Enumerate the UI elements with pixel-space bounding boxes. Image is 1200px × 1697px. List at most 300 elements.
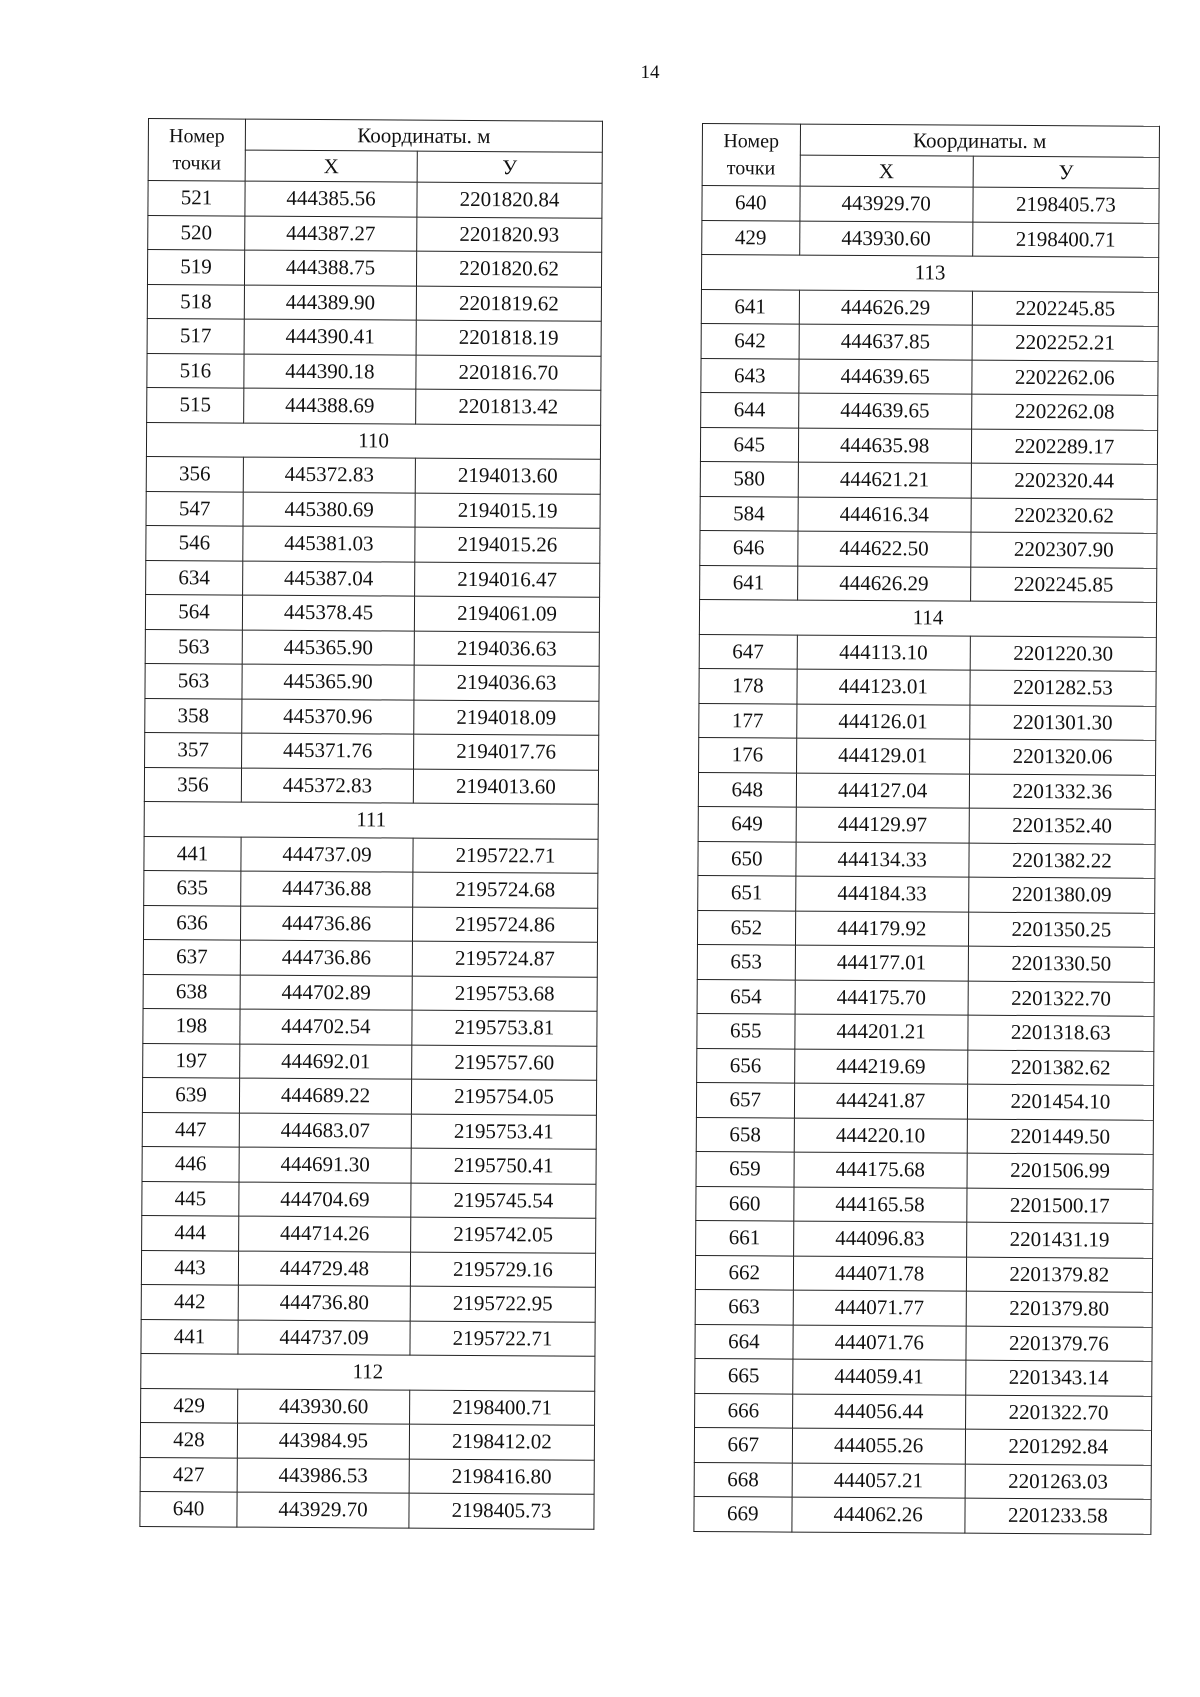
y-coordinate-cell: 2198400.71 — [972, 222, 1158, 258]
table-row — [146, 560, 600, 597]
table-body — [140, 181, 602, 1529]
y-coordinate-cell: 2202262.06 — [972, 360, 1158, 396]
x-coordinate-cell: 444387.27 — [245, 216, 417, 252]
table-row — [696, 1220, 1153, 1257]
x-coordinate-cell: 444639.65 — [798, 359, 971, 395]
y-coordinate-cell: 2201330.50 — [968, 946, 1154, 982]
point-number-cell: 642 — [701, 323, 799, 358]
x-coordinate-cell: 444057.21 — [792, 1463, 965, 1499]
y-coordinate-cell: 2198405.73 — [409, 1493, 594, 1529]
point-number-cell: 563 — [145, 663, 242, 698]
y-coordinate-cell: 2201322.70 — [968, 981, 1154, 1017]
x-coordinate-cell: 443930.60 — [238, 1389, 410, 1425]
y-coordinate-cell: 2202245.85 — [970, 567, 1156, 603]
table-row — [701, 323, 1158, 360]
x-coordinate-cell: 445378.45 — [242, 595, 414, 631]
table-row — [700, 530, 1157, 567]
x-coordinate-cell: 443986.53 — [237, 1458, 409, 1494]
x-coordinate-cell: 444635.98 — [798, 428, 971, 464]
point-number-cell: 198 — [143, 1008, 240, 1043]
point-number-cell: 653 — [697, 944, 795, 979]
table-row — [144, 836, 598, 873]
x-coordinate-cell: 444692.01 — [240, 1044, 412, 1080]
point-number-cell: 663 — [695, 1289, 793, 1324]
point-number-cell: 358 — [145, 698, 242, 733]
y-coordinate-cell: 2194013.60 — [413, 769, 598, 805]
x-coordinate-cell: 444123.01 — [797, 669, 970, 705]
point-number-cell: 635 — [144, 870, 241, 905]
point-number-cell: 356 — [146, 456, 243, 491]
x-coordinate-cell: 444388.69 — [244, 388, 416, 424]
x-coordinate-cell: 443930.60 — [799, 221, 972, 257]
x-coordinate-cell: 444689.22 — [239, 1078, 411, 1114]
point-number-cell: 547 — [146, 491, 243, 526]
x-coordinate-cell: 444702.54 — [240, 1009, 412, 1045]
point-number-cell: 664 — [695, 1324, 793, 1359]
point-number-cell: 446 — [142, 1146, 239, 1181]
coordinates-table-right — [693, 123, 1160, 1534]
section-row — [144, 801, 598, 838]
point-number-cell: 442 — [141, 1284, 238, 1319]
table-body — [694, 186, 1159, 1534]
y-coordinate-cell: 2201380.09 — [968, 877, 1154, 913]
table-row — [700, 565, 1157, 602]
table-row — [147, 387, 601, 424]
x-coordinate-cell: 444390.41 — [244, 319, 416, 355]
y-coordinate-cell: 2195753.68 — [412, 976, 597, 1012]
x-coordinate-cell: 443984.95 — [237, 1423, 409, 1459]
table-row — [695, 1289, 1152, 1326]
point-number-cell: 564 — [145, 594, 242, 629]
point-number-cell: 441 — [144, 836, 241, 871]
x-coordinate-cell: 444177.01 — [795, 945, 968, 981]
table-row — [141, 1319, 595, 1356]
point-number-cell: 519 — [147, 250, 244, 285]
table-row — [142, 1146, 596, 1183]
table-row — [140, 1457, 594, 1494]
y-coordinate-cell: 2201819.62 — [416, 286, 601, 322]
point-number-cell: 644 — [701, 392, 799, 427]
table-row — [694, 1496, 1151, 1533]
y-coordinate-cell: 2194061.09 — [414, 596, 599, 632]
y-coordinate-cell: 2201263.03 — [965, 1464, 1151, 1500]
y-coordinate-cell: 2195722.71 — [410, 1321, 595, 1357]
table-row — [697, 1013, 1154, 1050]
page-number: 14 — [640, 62, 660, 83]
table-row — [147, 250, 601, 287]
y-coordinate-cell: 2201332.36 — [969, 774, 1155, 810]
table-row — [145, 594, 599, 631]
x-coordinate-cell: 444736.86 — [240, 940, 412, 976]
point-number-cell: 639 — [142, 1077, 239, 1112]
y-coordinate-cell: 2195753.41 — [411, 1114, 596, 1150]
y-coordinate-cell: 2201379.80 — [966, 1291, 1152, 1327]
y-coordinate-cell: 2194036.63 — [414, 631, 599, 667]
point-number-cell: 638 — [143, 974, 240, 1009]
point-number-cell: 641 — [700, 565, 798, 600]
point-number-cell: 521 — [148, 181, 245, 216]
point-number-cell: 178 — [699, 668, 797, 703]
table-row — [702, 186, 1159, 223]
section-number: 111 — [144, 801, 598, 838]
y-coordinate-cell: 2202289.17 — [971, 429, 1157, 465]
point-number-cell: 666 — [695, 1393, 793, 1428]
section-number: 112 — [141, 1353, 595, 1390]
coordinates-table-left — [139, 118, 603, 1529]
point-number-cell: 654 — [697, 979, 795, 1014]
y-coordinate-cell: 2198405.73 — [973, 187, 1159, 223]
x-coordinate-cell: 445371.76 — [242, 733, 414, 769]
point-number-cell: 647 — [699, 634, 797, 669]
y-coordinate-cell: 2201292.84 — [965, 1429, 1151, 1465]
x-coordinate-cell: 444691.30 — [239, 1147, 411, 1183]
point-number-cell: 643 — [701, 358, 799, 393]
table-row — [146, 525, 600, 562]
x-coordinate-cell: 444126.01 — [796, 704, 969, 740]
table-row — [697, 910, 1154, 947]
section-number: 114 — [699, 599, 1156, 636]
table-row — [145, 629, 599, 666]
x-coordinate-cell: 444056.44 — [792, 1394, 965, 1430]
x-coordinate-cell: 444175.68 — [794, 1152, 967, 1188]
table-row — [699, 668, 1156, 705]
table-row — [144, 767, 598, 804]
point-number-cell: 650 — [698, 841, 796, 876]
table-row — [695, 1324, 1152, 1361]
table-row — [696, 1186, 1153, 1223]
x-coordinate-cell: 444714.26 — [239, 1216, 411, 1252]
y-coordinate-cell: 2194036.63 — [414, 665, 599, 701]
y-coordinate-cell: 2201818.19 — [416, 320, 601, 356]
table-row — [141, 1284, 595, 1321]
x-coordinate-cell: 445372.83 — [241, 768, 413, 804]
x-coordinate-cell: 444737.09 — [241, 837, 413, 873]
y-coordinate-cell: 2195753.81 — [412, 1010, 597, 1046]
point-number-cell: 640 — [140, 1491, 237, 1526]
y-coordinate-cell: 2194015.19 — [415, 493, 600, 529]
y-coordinate-cell: 2195722.71 — [413, 838, 598, 874]
table-row — [701, 289, 1158, 326]
point-number-cell: 517 — [147, 318, 244, 353]
table-row — [148, 181, 602, 218]
y-coordinate-cell: 2198400.71 — [410, 1390, 595, 1426]
point-number-cell: 645 — [700, 427, 798, 462]
point-number-cell: 429 — [702, 220, 800, 255]
y-coordinate-cell: 2195757.60 — [412, 1045, 597, 1081]
x-coordinate-cell: 444639.65 — [798, 393, 971, 429]
y-coordinate-cell: 2195724.86 — [412, 907, 597, 943]
table-row — [699, 737, 1156, 774]
x-coordinate-cell: 444736.86 — [240, 906, 412, 942]
x-coordinate-cell: 444071.78 — [793, 1256, 966, 1292]
x-coordinate-cell: 444055.26 — [792, 1428, 965, 1464]
x-coordinate-cell: 444201.21 — [794, 1014, 967, 1050]
y-coordinate-cell: 2195722.95 — [410, 1286, 595, 1322]
section-number: 110 — [146, 422, 600, 459]
table-row — [141, 1388, 595, 1425]
table-row — [698, 841, 1155, 878]
table-row — [699, 634, 1156, 671]
point-number-cell: 427 — [140, 1457, 237, 1492]
point-number-cell: 176 — [699, 737, 797, 772]
y-coordinate-cell: 2201820.93 — [417, 217, 602, 253]
x-coordinate-cell: 443929.70 — [237, 1492, 409, 1528]
table-row — [146, 491, 600, 528]
table-row — [143, 905, 597, 942]
x-coordinate-cell: 444704.69 — [239, 1182, 411, 1218]
table-row — [143, 1008, 597, 1045]
point-number-cell: 197 — [143, 1043, 240, 1078]
x-coordinate-cell: 444388.75 — [244, 250, 416, 286]
coordinates-header: Координаты. м — [245, 119, 602, 152]
x-header: X — [245, 150, 417, 182]
table-row — [143, 939, 597, 976]
point-number-cell: 584 — [700, 496, 798, 531]
table-row — [142, 1112, 596, 1149]
point-number-cell: 520 — [148, 215, 245, 250]
y-coordinate-cell: 2201318.63 — [968, 1015, 1154, 1051]
x-coordinate-cell: 444059.41 — [792, 1359, 965, 1395]
table-row — [146, 456, 600, 493]
table-row — [147, 284, 601, 321]
y-coordinate-cell: 2195724.68 — [413, 872, 598, 908]
table-row — [696, 1082, 1153, 1119]
y-coordinate-cell: 2201282.53 — [970, 670, 1156, 706]
table-row — [700, 496, 1157, 533]
y-coordinate-cell: 2201820.84 — [417, 182, 602, 218]
x-coordinate-cell: 444626.29 — [797, 566, 970, 602]
x-coordinate-cell: 444729.48 — [238, 1251, 410, 1287]
x-coordinate-cell: 444637.85 — [799, 324, 972, 360]
section-row — [701, 255, 1158, 292]
y-coordinate-cell: 2201343.14 — [965, 1360, 1151, 1396]
x-coordinate-cell: 444062.26 — [792, 1497, 965, 1533]
table-row — [695, 1255, 1152, 1292]
y-coordinate-cell: 2202252.21 — [972, 325, 1158, 361]
y-coordinate-cell: 2195742.05 — [411, 1217, 596, 1253]
x-coordinate-cell: 444175.70 — [795, 980, 968, 1016]
point-number-cell: 447 — [142, 1112, 239, 1147]
y-coordinate-cell: 2194013.60 — [415, 458, 600, 494]
x-coordinate-cell: 444129.97 — [796, 807, 969, 843]
x-coordinate-cell: 445387.04 — [243, 561, 415, 597]
point-number-cell: 563 — [145, 629, 242, 664]
table-row — [697, 1048, 1154, 1085]
y-coordinate-cell: 2201320.06 — [969, 739, 1155, 775]
table-row — [145, 663, 599, 700]
x-coordinate-cell: 445370.96 — [242, 699, 414, 735]
section-row — [146, 422, 600, 459]
y-coordinate-cell: 2201813.42 — [416, 389, 601, 425]
y-header: У — [417, 151, 602, 183]
x-coordinate-cell: 445365.90 — [242, 664, 414, 700]
x-coordinate-cell: 445381.03 — [243, 526, 415, 562]
point-number-cell: 662 — [695, 1255, 793, 1290]
point-number-cell: 546 — [146, 525, 243, 560]
point-number-cell: 444 — [142, 1215, 239, 1250]
x-coordinate-cell: 444219.69 — [794, 1049, 967, 1085]
x-coordinate-cell: 444134.33 — [796, 842, 969, 878]
y-coordinate-cell: 2202320.44 — [971, 463, 1157, 499]
x-coordinate-cell: 444071.77 — [793, 1290, 966, 1326]
table-row — [147, 318, 601, 355]
table-row — [145, 732, 599, 769]
point-number-cell: 356 — [144, 767, 241, 802]
y-coordinate-cell: 2195754.05 — [411, 1079, 596, 1115]
y-coordinate-cell: 2198412.02 — [409, 1424, 594, 1460]
point-number-cell: 428 — [140, 1422, 237, 1457]
x-coordinate-cell: 445365.90 — [242, 630, 414, 666]
y-coordinate-cell: 2201382.22 — [969, 843, 1155, 879]
table-row — [140, 1491, 594, 1528]
point-number-header: Номер точки — [148, 119, 245, 182]
y-coordinate-cell: 2194015.26 — [415, 527, 600, 563]
x-coordinate-cell: 444385.56 — [245, 181, 417, 217]
point-number-cell: 660 — [696, 1186, 794, 1221]
table-row — [142, 1181, 596, 1218]
x-coordinate-cell: 444220.10 — [794, 1118, 967, 1154]
y-coordinate-cell: 2201233.58 — [965, 1498, 1151, 1534]
x-coordinate-cell: 444241.87 — [794, 1083, 967, 1119]
point-number-cell: 515 — [147, 387, 244, 422]
x-coordinate-cell: 444737.09 — [238, 1320, 410, 1356]
y-coordinate-cell: 2201350.25 — [968, 912, 1154, 948]
point-number-cell: 651 — [698, 875, 796, 910]
table-row — [697, 979, 1154, 1016]
table-row — [147, 353, 601, 390]
table-row — [698, 806, 1155, 843]
y-coordinate-cell: 2202245.85 — [972, 291, 1158, 327]
point-number-cell: 518 — [147, 284, 244, 319]
y-coordinate-cell: 2201379.76 — [966, 1326, 1152, 1362]
point-number-cell: 669 — [694, 1496, 792, 1531]
point-number-header: Номер точки — [702, 124, 800, 187]
coordinates-header: Координаты. м — [800, 124, 1160, 157]
y-coordinate-cell: 2194018.09 — [414, 700, 599, 736]
y-coordinate-cell: 2198416.80 — [409, 1459, 594, 1495]
x-coordinate-cell: 444113.10 — [797, 635, 970, 671]
y-coordinate-cell: 2194017.76 — [414, 734, 599, 770]
table-row — [698, 875, 1155, 912]
x-coordinate-cell: 445380.69 — [243, 492, 415, 528]
x-coordinate-cell: 444389.90 — [244, 285, 416, 321]
table-row — [148, 215, 602, 252]
x-coordinate-cell: 444179.92 — [795, 911, 968, 947]
point-number-cell: 652 — [697, 910, 795, 945]
x-coordinate-cell: 444165.58 — [793, 1187, 966, 1223]
point-number-cell: 657 — [696, 1082, 794, 1117]
point-number-cell: 429 — [141, 1388, 238, 1423]
y-coordinate-cell: 2201820.62 — [416, 251, 601, 287]
y-coordinate-cell: 2201379.82 — [966, 1257, 1152, 1293]
y-coordinate-cell: 2201352.40 — [969, 808, 1155, 844]
point-number-cell: 659 — [696, 1151, 794, 1186]
table-row — [700, 461, 1157, 498]
y-coordinate-cell: 2202262.08 — [971, 394, 1157, 430]
table-row — [699, 703, 1156, 740]
x-coordinate-cell: 444736.88 — [241, 871, 413, 907]
x-coordinate-cell: 445372.83 — [243, 457, 415, 493]
point-number-cell: 667 — [694, 1427, 792, 1462]
point-number-cell: 656 — [697, 1048, 795, 1083]
table-row — [701, 358, 1158, 395]
x-header: X — [800, 155, 973, 187]
y-coordinate-cell: 2195745.54 — [411, 1183, 596, 1219]
y-coordinate-cell: 2195729.16 — [410, 1252, 595, 1288]
y-coordinate-cell: 2201301.30 — [969, 705, 1155, 741]
point-number-cell: 661 — [696, 1220, 794, 1255]
x-coordinate-cell: 444071.76 — [793, 1325, 966, 1361]
point-number-cell: 516 — [147, 353, 244, 388]
point-number-cell: 640 — [702, 186, 800, 221]
table-row — [696, 1151, 1153, 1188]
point-number-cell: 580 — [700, 461, 798, 496]
y-coordinate-cell: 2201500.17 — [967, 1188, 1153, 1224]
point-number-cell: 655 — [697, 1013, 795, 1048]
table-row — [698, 772, 1155, 809]
point-number-cell: 665 — [695, 1358, 793, 1393]
y-coordinate-cell: 2201449.50 — [967, 1119, 1153, 1155]
x-coordinate-cell: 444129.01 — [796, 738, 969, 774]
point-number-cell: 634 — [146, 560, 243, 595]
table-row — [697, 944, 1154, 981]
x-coordinate-cell: 444626.29 — [799, 290, 972, 326]
section-row — [699, 599, 1156, 636]
point-number-cell: 636 — [143, 905, 240, 940]
table-row — [694, 1427, 1151, 1464]
point-number-cell: 637 — [143, 939, 240, 974]
table-row — [145, 698, 599, 735]
point-number-cell: 658 — [696, 1117, 794, 1152]
point-number-cell: 649 — [698, 806, 796, 841]
x-coordinate-cell: 444616.34 — [798, 497, 971, 533]
table-row — [701, 392, 1158, 429]
y-coordinate-cell: 2201220.30 — [970, 636, 1156, 672]
y-coordinate-cell: 2201454.10 — [967, 1084, 1153, 1120]
y-coordinate-cell: 2195750.41 — [411, 1148, 596, 1184]
table-row — [695, 1393, 1152, 1430]
y-coordinate-cell: 2202307.90 — [971, 532, 1157, 568]
y-coordinate-cell: 2201322.70 — [965, 1395, 1151, 1431]
point-number-cell: 445 — [142, 1181, 239, 1216]
y-coordinate-cell: 2202320.62 — [971, 498, 1157, 534]
x-coordinate-cell: 444621.21 — [798, 462, 971, 498]
table-row — [695, 1358, 1152, 1395]
point-number-cell: 357 — [145, 732, 242, 767]
x-coordinate-cell: 444622.50 — [797, 531, 970, 567]
point-number-cell: 648 — [698, 772, 796, 807]
table-row — [141, 1250, 595, 1287]
point-number-cell: 441 — [141, 1319, 238, 1354]
point-number-cell: 177 — [699, 703, 797, 738]
table-row — [142, 1215, 596, 1252]
table-row — [702, 220, 1159, 257]
y-coordinate-cell: 2201431.19 — [966, 1222, 1152, 1258]
table-row — [143, 974, 597, 1011]
x-coordinate-cell: 444683.07 — [239, 1113, 411, 1149]
x-coordinate-cell: 444736.80 — [238, 1285, 410, 1321]
y-coordinate-cell: 2194016.47 — [415, 562, 600, 598]
table-row — [140, 1422, 594, 1459]
table-row — [696, 1117, 1153, 1154]
y-coordinate-cell: 2195724.87 — [412, 941, 597, 977]
x-coordinate-cell: 444390.18 — [244, 354, 416, 390]
point-number-cell: 641 — [701, 289, 799, 324]
y-coordinate-cell: 2201816.70 — [416, 355, 601, 391]
y-header: У — [973, 156, 1159, 188]
point-number-cell: 443 — [141, 1250, 238, 1285]
x-coordinate-cell: 444127.04 — [796, 773, 969, 809]
